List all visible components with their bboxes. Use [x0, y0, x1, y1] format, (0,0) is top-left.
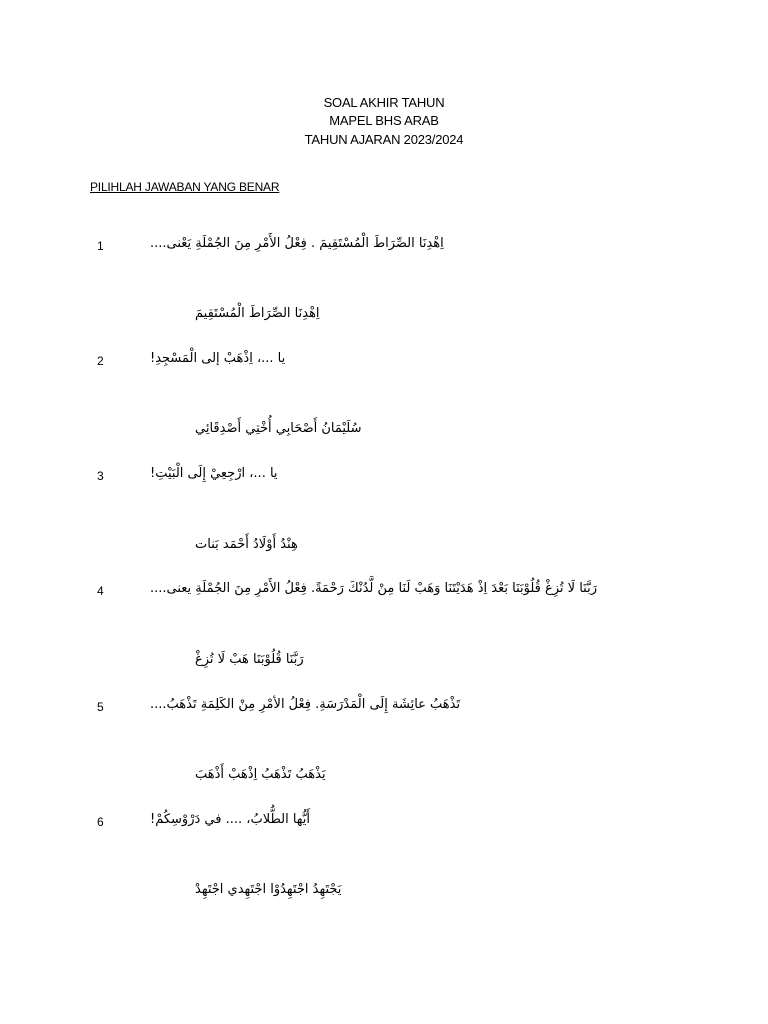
question-number: 6	[97, 815, 104, 829]
answer-options: رَبَّنَا قُلُوْبَنَا هَبْ لَا تُزِغْ	[195, 652, 304, 667]
question-text: يا ...، اِذْهَبْ إلى الْمَسْجِدِ!	[150, 351, 286, 366]
instruction-text: PILIHLAH JAWABAN YANG BENAR	[90, 180, 280, 194]
question-text: اِهْدِنَا الصِّرَاطَ الْمُسْتَقِيمَ . فِعْلُ الأَمْرِ مِنَ الجُمْلَةِ يَعْنى....	[150, 236, 444, 251]
question-number: 3	[97, 469, 104, 483]
answer-options: هِنْدُ أَوْلَادُ أَحْمَد بَنات	[195, 537, 298, 552]
answer-options: يَجْتَهِدُ اجْتَهِدُوْا اجْتَهِدي اجْتَهِدْ	[195, 882, 342, 897]
answer-options: اِهْدِنَا الصِّرَاطَ الْمُسْتَقِيمَ	[195, 306, 320, 321]
answer-options: يَذْهَبُ تَذْهَبُ اِذْهَبْ أَذْهَبَ	[195, 767, 326, 782]
question-number: 5	[97, 700, 104, 714]
question-text: رَبَّنَا لَا تُزِغْ قُلُوْبَنَا بَعْدَ اِذْ هَدَيْتَنَا وَهَبْ لَنَا مِنْ لَّدُنْكَ رَحْمَةً. فِعْلُ الأَمْرِ مِنَ الجُمْلَةِ يعنى....	[150, 581, 597, 596]
question-text: يا ...، ارْجِعِيْ إِلَى الْبَيْتِ!	[150, 466, 278, 481]
question-text: أَيُّها الطُّلابُ، .... في دَرْوْسِكُمْ!	[150, 812, 310, 827]
question-text: تَذْهَبُ عائِشَة إِلَى الْمَدْرَسَةِ. فِعْلُ الأمْرِ مِنْ الكَلِمَةِ تَذْهَبُ....	[150, 697, 461, 712]
question-number: 1	[97, 239, 104, 253]
document-title-line-2: MAPEL BHS ARAB	[329, 113, 439, 128]
question-number: 2	[97, 354, 104, 368]
document-title-line-1: SOAL AKHIR TAHUN	[323, 95, 445, 110]
question-number: 4	[97, 584, 104, 598]
document-title-line-3: TAHUN AJARAN 2023/2024	[304, 132, 464, 147]
answer-options: سُلَيْمَانُ أَصْحَابِي أُخْتِي أَصْدِقَائِي	[195, 421, 362, 436]
